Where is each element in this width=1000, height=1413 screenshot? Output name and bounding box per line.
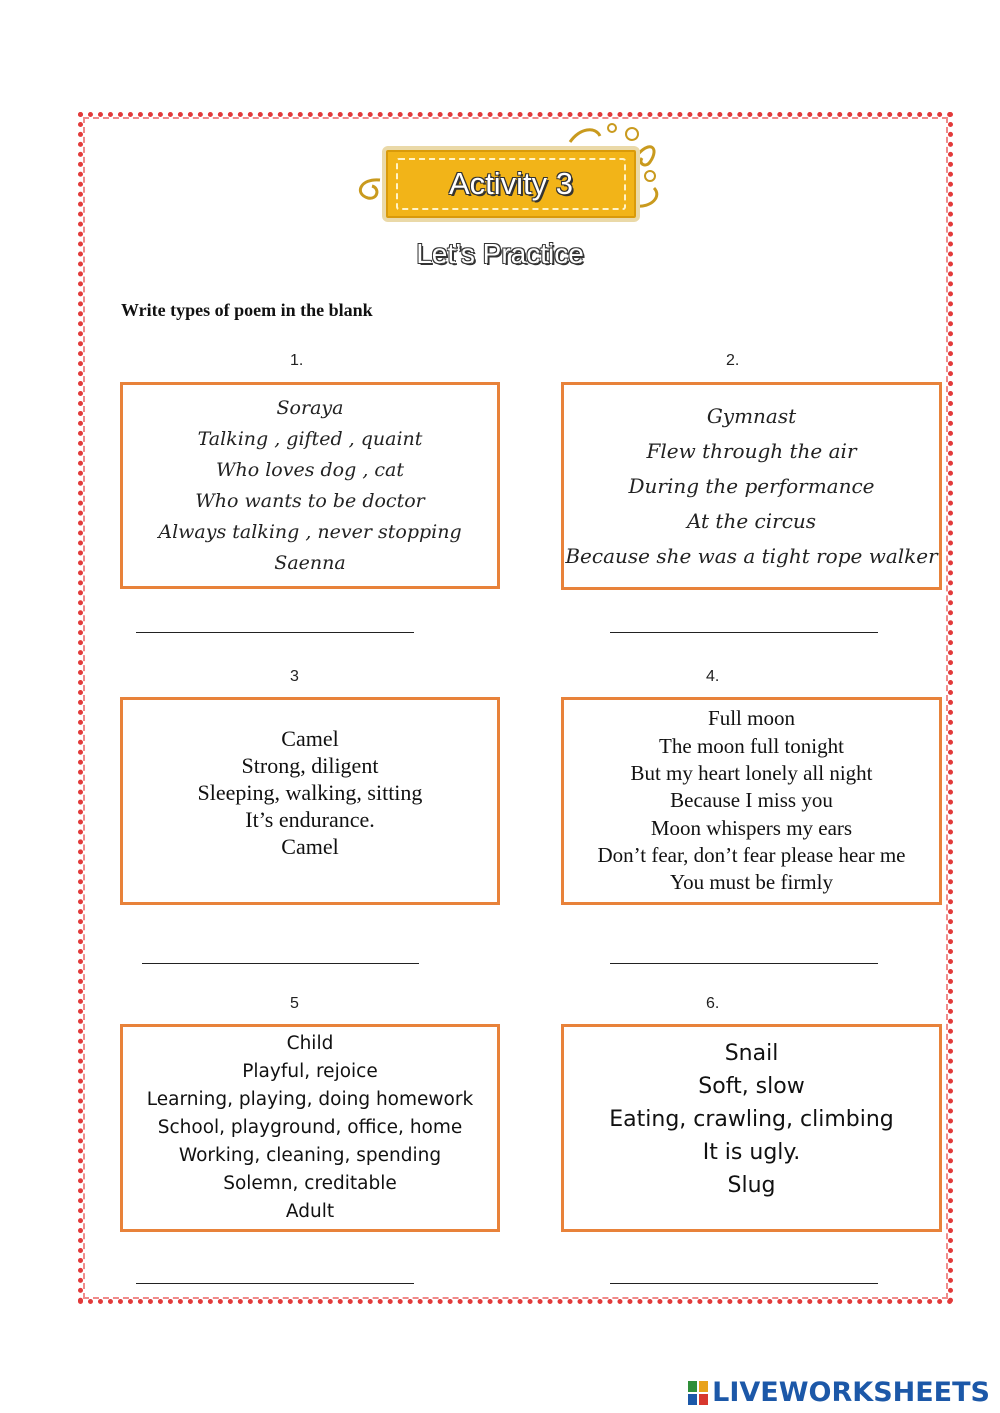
answer-blank-3[interactable] [142,963,419,964]
poem-line: But my heart lonely all night [630,761,873,786]
poem-line: Sleeping, walking, sitting [197,780,423,805]
poem-number-4: 4. [706,668,720,685]
poem-line: Soraya [276,396,344,419]
poem-box-6 [561,1024,942,1232]
poem-line: Who wants to be doctor [195,489,425,512]
poem-box-3 [120,697,500,905]
poem-line: The moon full tonight [659,733,844,758]
answer-blank-5[interactable] [136,1283,414,1284]
poem-line: Always talking , never stopping [158,520,462,543]
liveworksheets-logo [687,1377,990,1408]
poem-line: Strong, diligent [241,753,379,778]
poem-line: Soft, slow [698,1074,805,1099]
answer-blank-4[interactable] [610,963,878,964]
answer-blank-1[interactable] [136,632,414,633]
poem-box-1 [120,382,500,589]
activity-banner [350,118,670,228]
poem-line: School, playground, office, home [157,1117,463,1138]
poem-line: Saenna [274,551,346,574]
poem-number-3: 3 [290,668,299,685]
poem-line: Adult [285,1201,335,1222]
poem-line: Learning, playing, doing homework [146,1089,474,1110]
poem-line: Snail [724,1041,779,1066]
poem-line: During the performance [628,473,875,498]
subtitle: Let’s Practice [416,238,584,269]
poem-box-4 [561,697,942,905]
poem-number-1: 1. [290,352,304,369]
banner-plate [382,146,640,222]
poem-box-2 [561,382,942,590]
poem-line: Gymnast [706,403,797,428]
brand-name: LIVEWORKSHEETS [712,1377,990,1408]
poem-line: Camel [281,834,339,859]
poem-line: Camel [281,726,339,751]
poem-line: Flew through the air [646,438,857,463]
poem-line: Solemn, creditable [223,1173,397,1194]
answer-blank-6[interactable] [610,1283,878,1284]
poem-line: You must be firmly [670,870,833,895]
poem-line: Full moon [708,706,795,731]
instruction: Write types of poem in the blank [121,300,373,320]
poem-line: Child [286,1033,334,1054]
poem-line: Because I miss you [670,788,833,813]
poem-line: Playful, rejoice [242,1061,378,1082]
liveworksheets-logo-icon [687,1380,709,1406]
poem-line: Who loves dog , cat [215,458,404,481]
poem-line: Don’t fear, don’t fear please hear me [597,842,906,867]
poem-line: Because she was a tight rope walker [565,543,938,568]
poem-number-5: 5 [290,995,299,1012]
poem-line: Slug [727,1173,776,1198]
poem-box-5 [120,1024,500,1232]
poem-line: Talking , gifted , quaint [197,427,423,450]
poem-number-6: 6. [706,995,720,1012]
poem-line: Working, cleaning, spending [178,1145,442,1166]
poem-line: It is ugly. [702,1140,801,1165]
poem-line: Moon whispers my ears [650,815,853,840]
activity-title: Activity 3 [448,166,574,201]
poem-line: Eating, crawling, climbing [609,1107,894,1132]
poem-line: It’s endurance. [245,807,375,832]
poem-number-2: 2. [726,352,740,369]
poem-line: At the circus [686,508,817,533]
answer-blank-2[interactable] [610,632,878,633]
